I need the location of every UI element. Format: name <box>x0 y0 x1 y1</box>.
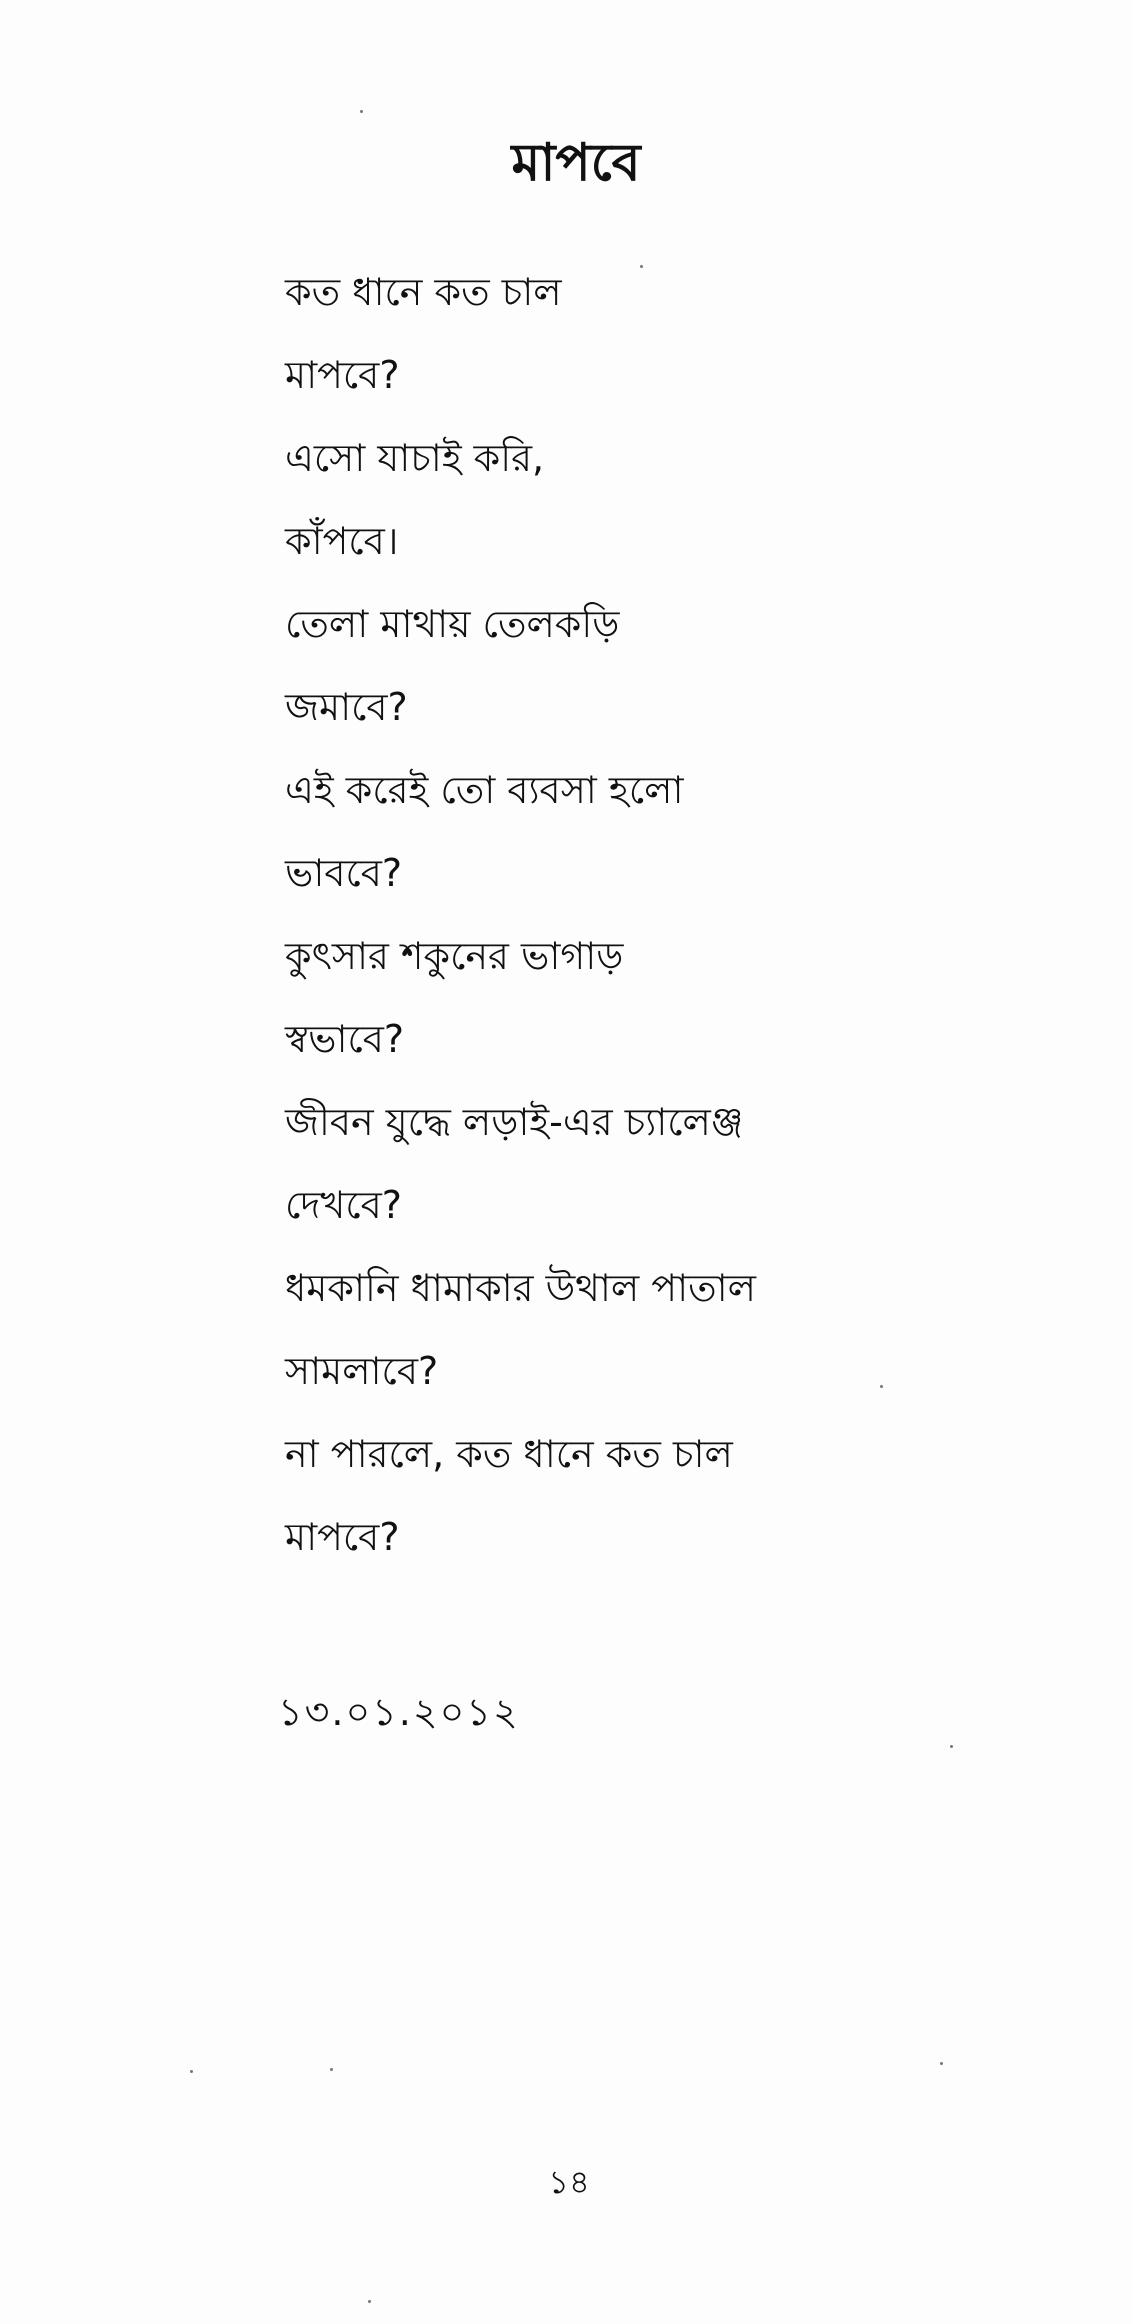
poem-line: কাঁপবে। <box>285 519 399 563</box>
poem-line: মাপবে? <box>285 1515 400 1559</box>
poem-line: কত ধানে কত চাল <box>285 270 562 314</box>
poem-line: তেলা মাথায় তেলকড়ি <box>285 602 620 646</box>
poem-line: দেখবে? <box>285 1183 402 1227</box>
scan-speck <box>360 110 363 113</box>
scan-speck <box>330 2068 333 2071</box>
page-number: ১৪ <box>548 2163 590 2201</box>
scan-speck <box>940 2062 943 2065</box>
poem-line: জীবন যুদ্ধে লড়াই-এর চ্যালেঞ্জ <box>285 1100 744 1144</box>
poem-line: জমাবে? <box>285 685 408 729</box>
scan-speck <box>880 1385 883 1388</box>
poem-line: এসো যাচাই করি, <box>285 436 545 480</box>
scan-speck <box>368 2300 371 2303</box>
poem-line: স্বভাবে? <box>285 1017 405 1061</box>
poem-line: কুৎসার শকুনের ভাগাড় <box>285 934 624 978</box>
scan-speck <box>950 1745 953 1748</box>
poem-date: ১৩.০১.২০১২ <box>278 1690 520 1734</box>
scan-speck <box>190 2070 193 2073</box>
poem-line: ধমকানি ধামাকার উথাল পাতাল <box>285 1266 756 1310</box>
poem-body <box>285 262 756 1590</box>
poem-title: মাপবে <box>511 133 641 193</box>
poem-line: ভাববে? <box>285 851 403 895</box>
poem-line: না পারলে, কত ধানে কত চাল <box>285 1432 733 1476</box>
poem-line: মাপবে? <box>285 353 400 397</box>
poem-line: এই করেই তো ব্যবসা হলো <box>285 768 684 812</box>
poem-line: সামলাবে? <box>285 1349 439 1393</box>
scan-speck <box>640 265 643 268</box>
